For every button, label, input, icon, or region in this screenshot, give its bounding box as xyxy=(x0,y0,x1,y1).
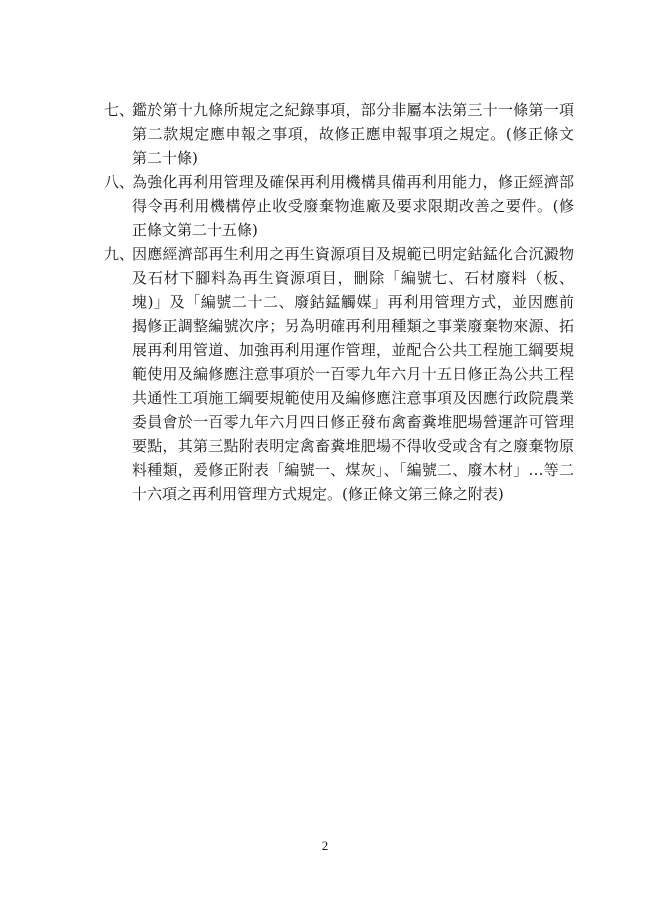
item-text-line: 得令再利用機構停止收受廢棄物進廠及要求限期改善之要件。(修 xyxy=(132,197,574,215)
item-text-line: 要點，其第三點附表明定禽畜糞堆肥場不得收受或含有之廢棄物原 xyxy=(132,437,574,455)
item-text-line: 共通性工項施工綱要規範使用及編修應注意事項及因應行政院農業 xyxy=(132,389,574,407)
item-text-line: 十六項之再利用管理方式規定。(修正條文第三條之附表) xyxy=(132,485,504,503)
item-text-line: 第二十條) xyxy=(132,149,198,167)
item-text-line: 因應經濟部再生利用之再生資源項目及規範已明定鈷錳化合沉澱物 xyxy=(132,245,574,263)
item-text-line: 鑑於第十九條所規定之紀錄事項，部分非屬本法第三十一條第一項 xyxy=(132,101,574,119)
item-text-line: 揭修正調整編號次序；另為明確再利用種類之事業廢棄物來源、拓 xyxy=(132,317,574,335)
item-text-line: 及石材下腳料為再生資源項目，刪除「編號七、石材廢料（板、 xyxy=(132,269,574,287)
item-text-line: 為強化再利用管理及確保再利用機構具備再利用能力，修正經濟部 xyxy=(132,173,574,191)
page-number: 2 xyxy=(321,838,329,853)
item-number: 七、 xyxy=(104,101,135,119)
item-number: 九、 xyxy=(104,245,135,263)
item-text-line: 範使用及編修應注意事項於一百零九年六月十五日修正為公共工程 xyxy=(132,365,574,383)
item-text-line: 料種類，爰修正附表「編號一、煤灰」、「編號二、廢木材」…等二 xyxy=(132,461,574,479)
item-number: 八、 xyxy=(104,173,135,191)
item-text-line: 委員會於一百零九年六月四日修正發布禽畜糞堆肥場營運許可管理 xyxy=(132,413,574,431)
item-text-line: 第二款規定應申報之事項，故修正應申報事項之規定。(修正條文 xyxy=(132,125,574,143)
item-text-line: 塊)」及「編號二十二、廢鈷錳觸媒」再利用管理方式，並因應前 xyxy=(132,293,574,311)
item-text-line: 展再利用管道、加強再利用運作管理，並配合公共工程施工綱要規 xyxy=(132,341,574,359)
item-text-line: 正條文第二十五條) xyxy=(132,221,258,239)
